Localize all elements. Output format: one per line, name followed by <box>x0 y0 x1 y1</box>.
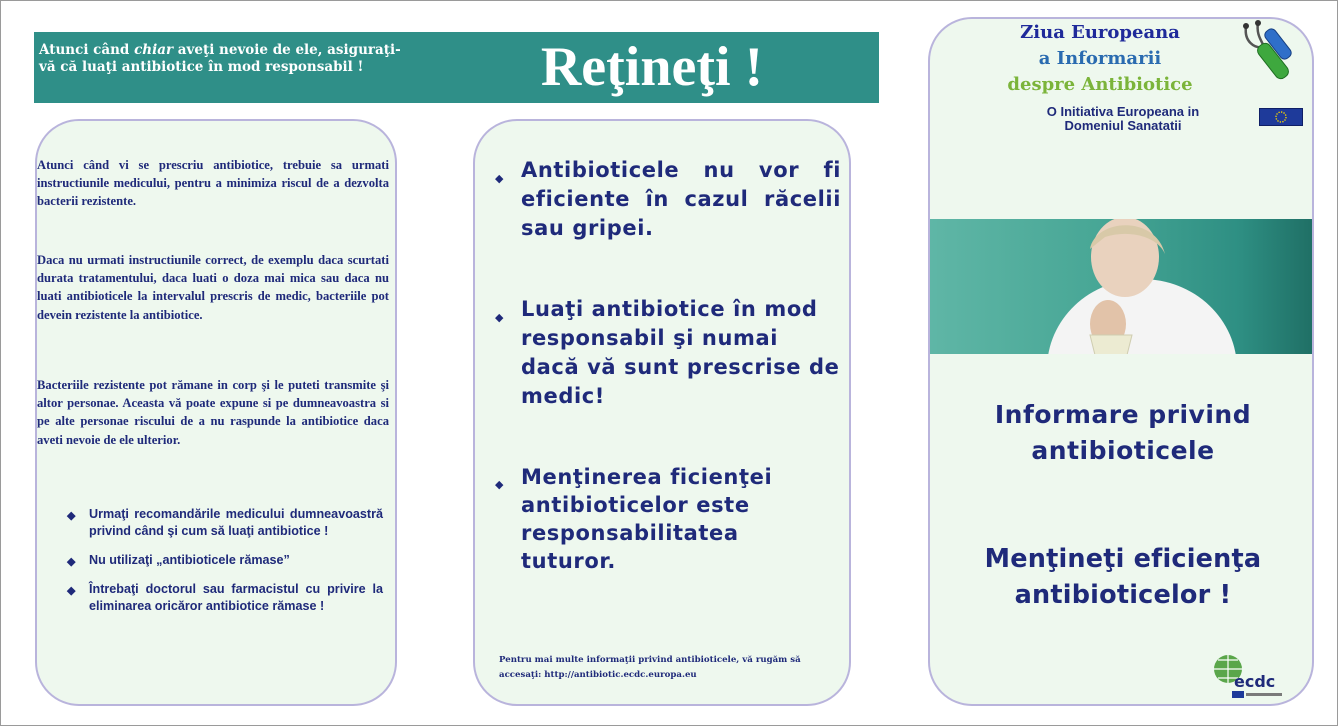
list-item-text: Menţinerea ficienţei antibioticelor este responsabilitatea tuturor. <box>521 465 773 573</box>
diamond-bullet-icon: ◆ <box>495 311 505 324</box>
banner-note-emphasis: chiar <box>134 42 174 58</box>
banner-note-suffix: aveţi nevoie de ele, asiguraţi-vă că luaţi antibiotice în mod responsabil ! <box>39 42 401 75</box>
banner-title: Reţineţi ! <box>540 36 764 98</box>
list-item <box>491 156 841 243</box>
header-banner <box>34 32 879 103</box>
diamond-bullet-icon: ◆ <box>495 172 505 185</box>
diamond-bullet-icon: ◆ <box>67 585 76 597</box>
list-item-text: Întrebaţi doctorul sau farmacistul cu privire la eliminarea oricăror antibiotice rămase ! <box>89 582 383 613</box>
middle-panel <box>473 119 851 706</box>
left-paragraph: Bacteriile rezistente pot rămane in corp şi le puteti transmite şi altor personae. Aceasta vă poate expune si pe dumneavoastra si pe alte personae riscului de a nu raspunde la antibiotice daca aveti nevoie de ele ulterior. <box>37 378 389 447</box>
list-item <box>63 552 383 569</box>
event-title-line2: a Informarii <box>1038 48 1162 69</box>
diamond-bullet-icon: ◆ <box>67 510 76 522</box>
right-panel <box>928 17 1314 706</box>
ecdc-logo-icon <box>1212 651 1292 701</box>
heading-information-line2: antibioticele <box>1031 436 1215 465</box>
sick-woman-photo <box>930 219 1314 354</box>
banner-note-prefix: Atunci când <box>39 42 135 58</box>
list-item <box>63 506 383 540</box>
ecdc-logo-text: ecdc <box>1234 672 1276 691</box>
heading-keep-effective-line2: antibioticelor ! <box>1014 580 1232 610</box>
list-item-text: Nu utilizaţi „antibioticele rămase” <box>89 553 290 567</box>
banner-note <box>39 42 409 76</box>
event-title-line3: despre Antibiotice <box>1007 74 1193 95</box>
list-item <box>63 581 383 615</box>
initiative-line2: Domeniul Sanatatii <box>1064 118 1182 133</box>
heading-information-line1: Informare privind <box>994 400 1252 429</box>
left-bullet-list <box>63 506 383 627</box>
heading-keep-effective-line1: Menţineţi eficienţa <box>984 544 1262 574</box>
heading-keep-effective <box>930 541 1314 613</box>
stethoscope-icon <box>1240 19 1310 87</box>
list-item <box>491 463 841 575</box>
list-item-text: Luaţi antibiotice în mod responsabil şi numai dacă vă sunt prescrise de medic! <box>521 297 840 408</box>
heading-information <box>930 397 1314 469</box>
more-info-footer: Pentru mai multe informaţii privind antibioticele, vă rugăm să accesaţi: http://antibiotic.ecdc.europa.eu <box>499 655 801 680</box>
diamond-bullet-icon: ◆ <box>495 478 505 491</box>
eu-flag-icon <box>1259 108 1303 126</box>
left-paragraph: Atunci când vi se prescriu antibiotice, trebuie sa urmati instructiunile medicului, pentru a minimiza riscul de a dezvolta bacterii rezistente. <box>37 158 389 209</box>
list-item-text: Antibioticele nu vor fi eficiente în cazul răcelii sau gripei. <box>521 158 841 240</box>
list-item-text: Urmaţi recomandările medicului dumneavoastră privind când şi cum să luaţi antibiotice ! <box>89 507 383 538</box>
initiative-text <box>978 105 1268 133</box>
left-paragraph: Daca nu urmati instructiunile correct, de exemplu daca scurtati durata tratamentului, daca luati o doza mai mica sau daca nu luati antibioticele la intervalul prescris de medic, bacteriile pot devein rezistente la antibiotice. <box>37 253 389 322</box>
left-panel <box>35 119 397 706</box>
list-item <box>491 295 841 411</box>
diamond-bullet-icon: ◆ <box>67 556 76 568</box>
initiative-line1: O Initiativa Europeana in <box>1046 104 1200 119</box>
middle-bullet-list <box>491 156 841 575</box>
event-title-line1: Ziua Europeana <box>1020 22 1180 43</box>
